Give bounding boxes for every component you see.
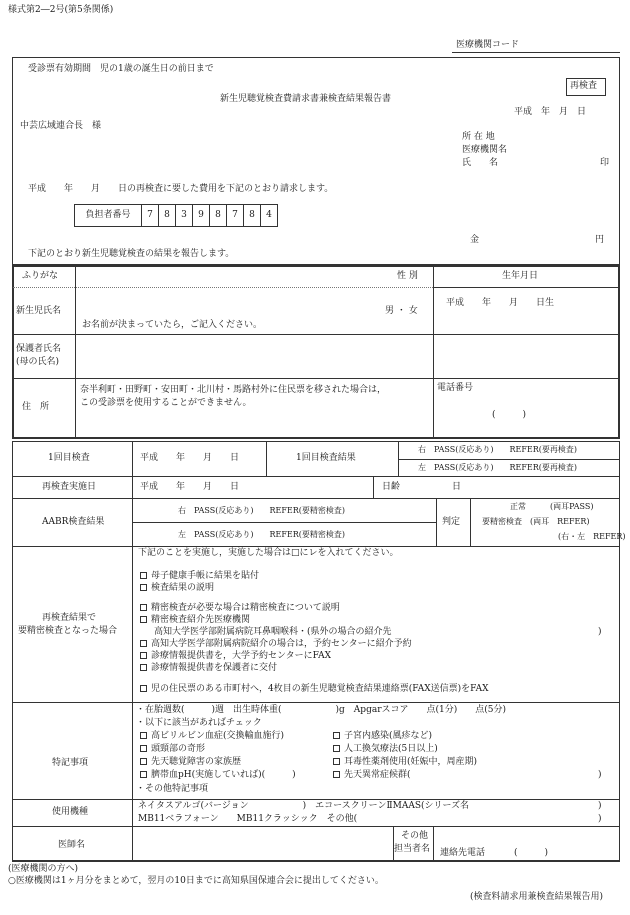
checklist-label: 母子健康手帳に結果を貼付	[151, 571, 260, 581]
checklist-label: 耳毒性薬剤使用(妊娠中，周産期)	[344, 757, 478, 767]
phone-parens[interactable]: ( )	[492, 410, 527, 420]
aabr-right[interactable]: 右 PASS(反応あり) REFER(要精密検査)	[178, 506, 346, 515]
equipment-label: 使用機種	[52, 807, 89, 817]
checklist-item[interactable]	[140, 615, 250, 626]
page-title: 新生児聴覚検査費請求書兼検査結果報告書	[220, 94, 392, 104]
checklist-label: 高ビリルビン血症(交換輸血施行)	[151, 731, 285, 741]
right-column-divider	[433, 266, 434, 438]
furigana-label: ふりがな	[22, 271, 59, 281]
notes-label: 特記事項	[52, 758, 89, 768]
aabr-label: AABR検査結果	[42, 517, 105, 527]
row-divider	[13, 378, 619, 379]
institution-code-line	[452, 52, 620, 53]
row-divider	[12, 546, 620, 547]
cell-divider	[373, 476, 374, 498]
report-text: 下記のとおり新生児聴覚検査の結果を報告します。	[28, 249, 235, 259]
close-paren: )	[598, 814, 602, 824]
checkbox[interactable]	[140, 664, 147, 671]
date-line: 平成 年 月 日	[514, 107, 587, 117]
label-column-divider	[75, 266, 76, 438]
first-result-label: 1回目検査結果	[296, 453, 356, 463]
judgment-normal[interactable]: 正常 (両耳PASS)	[510, 502, 594, 511]
checklist-item[interactable]	[333, 744, 438, 755]
cell-divider	[266, 441, 267, 476]
address-label: 所 在 地	[462, 132, 495, 142]
child-name-label: 新生児氏名	[16, 306, 62, 316]
checklist-item[interactable]	[140, 744, 205, 755]
close-paren: )	[598, 627, 602, 637]
equipment-line[interactable]: MB11ベラフォーン MB11クラッシック その他(	[138, 814, 358, 824]
checklist-item[interactable]	[140, 757, 241, 768]
checklist-label: 頭頸部の奇形	[151, 744, 206, 754]
addressee: 中芸広域連合長 様	[20, 121, 102, 131]
checklist-label: 高知大学医学部附属病院紹介の場合は，予約センターに紹介予約	[151, 639, 412, 649]
checklist-label: 人工換気療法(5日以上)	[344, 744, 438, 754]
checkbox[interactable]	[140, 584, 147, 591]
checkbox[interactable]	[140, 604, 147, 611]
checklist-label: 子宮内感染(風疹など)	[344, 731, 433, 741]
cell-divider	[470, 498, 471, 546]
checklist-label: 精密検査が必要な場合は精密検査について説明	[151, 603, 340, 613]
checklist-item[interactable]	[333, 731, 432, 742]
reexam-date[interactable]: 平成 年 月 日	[140, 482, 240, 492]
child-name-note: お名前が決まっていたら，ご記入ください。	[82, 320, 263, 330]
checklist-label: 先天聴覚障害の家族歴	[151, 757, 242, 767]
notes-line[interactable]: ・在胎週数( )週 出生時体重( )g Apgarスコア 点(1分) 点(5分)	[136, 705, 506, 715]
cell-divider	[132, 522, 436, 523]
checklist-item[interactable]	[140, 731, 284, 742]
amount-unit: 円	[595, 235, 605, 245]
payer-digit: 8	[210, 205, 227, 227]
payer-digit: 4	[261, 205, 278, 227]
close-paren: )	[598, 770, 602, 780]
payer-digit: 9	[193, 205, 210, 227]
checkbox[interactable]	[140, 771, 147, 778]
contact-parens[interactable]: ( )	[514, 848, 549, 858]
checklist-item[interactable]	[140, 603, 340, 614]
address-note: この受診票を使用することができません。	[80, 398, 252, 408]
seal-mark: 印	[600, 158, 610, 168]
checklist-label: 診療情報提供書を，大学予約センターにFAX	[151, 651, 332, 661]
cell-divider	[398, 459, 620, 460]
birth-header-divider	[433, 287, 619, 288]
age-unit: 日	[452, 482, 462, 492]
checkbox[interactable]	[140, 745, 147, 752]
checkbox[interactable]	[333, 771, 340, 778]
contact-label: 連絡先電話	[440, 848, 486, 858]
checklist-item[interactable]	[333, 757, 477, 768]
phone-label: 電話番号	[437, 383, 474, 393]
footer-form-type: (検査料請求用兼検査結果報告用)	[470, 892, 604, 902]
row-divider	[12, 861, 620, 862]
guardian-label: 保護者氏名	[16, 344, 62, 354]
aabr-left[interactable]: 左 PASS(反応あり) REFER(要精密検査)	[178, 530, 346, 539]
guardian-sub-label: (母の氏名)	[16, 357, 60, 367]
checkbox[interactable]	[140, 616, 147, 623]
precise-label: 再検査結果で	[42, 613, 97, 623]
checkbox[interactable]	[140, 572, 147, 579]
checklist-item[interactable]	[333, 770, 411, 781]
checkbox[interactable]	[140, 758, 147, 765]
checkbox[interactable]	[333, 758, 340, 765]
precise-intro: 下記のことを実施し，実施した場合は□にレを入れてください。	[138, 548, 399, 558]
cell-divider	[436, 498, 437, 546]
payer-digit: 3	[176, 205, 193, 227]
row-divider	[12, 799, 620, 800]
address-note: 奈半利町・田野町・安田町・北川村・馬路村外に住民票を移された場合は，	[80, 385, 387, 395]
payer-digit: 8	[244, 205, 261, 227]
other-person-label: その他	[401, 831, 429, 841]
payer-digit: 7	[142, 205, 159, 227]
first-result-right[interactable]: 右 PASS(反応あり) REFER(要再検査)	[418, 445, 578, 454]
checklist-item[interactable]	[140, 583, 214, 594]
close-paren: )	[598, 801, 602, 811]
notes-other[interactable]: ・その他特記事項	[136, 784, 209, 794]
patient-info-box	[12, 265, 620, 439]
checkbox[interactable]	[333, 732, 340, 739]
checkbox[interactable]	[140, 732, 147, 739]
row-divider	[13, 334, 619, 335]
institution-name-label: 医療機関名	[462, 145, 508, 155]
doctor-label: 医師名	[58, 840, 86, 850]
judgment-label: 判定	[442, 517, 461, 527]
checklist-label: 先天異常症候群(	[344, 770, 411, 780]
reexam-date-label: 再検査実施日	[42, 482, 97, 492]
other-person-sub-label: 担当者名	[394, 844, 431, 854]
gender-label: 性 別	[397, 271, 418, 281]
checklist-item[interactable]	[140, 639, 412, 650]
age-label: 日齢	[382, 482, 401, 492]
checklist-item[interactable]	[140, 571, 259, 582]
claim-text: 平成 年 月 日の再検査に要した費用を下記のとおり請求します。	[28, 184, 334, 194]
footer-note: ○医療機関は1ヶ月分をまとめて，翌月の10日までに高知県国保連合会に提出してください。	[8, 876, 384, 886]
claim-box	[12, 57, 620, 265]
form-number: 様式第2―2号(第5条関係)	[8, 5, 114, 15]
gender-options[interactable]: 男 ・ 女	[385, 306, 418, 316]
payer-number-table	[74, 204, 278, 227]
checklist-label: 診療情報提供書を保護者に交付	[151, 663, 278, 673]
first-exam-date[interactable]: 平成 年 月 日	[140, 453, 240, 463]
validity-text: 受診票有効期間 児の1歳の誕生日の前日まで	[28, 64, 214, 74]
notes-line: ・以下に該当があればチェック	[136, 718, 262, 728]
checklist-label: 児の住民票のある市町村へ，4枚目の新生児聴覚検査結果連絡票(FAX送信票)をFAX	[151, 684, 489, 694]
cell-divider	[433, 826, 434, 861]
equipment-line[interactable]: ネイタスアルゴ(バージョン ) エコースクリーンⅡMAAS(シリーズ名	[138, 801, 470, 811]
institution-code-label: 医療機関コード	[456, 40, 520, 50]
furigana-divider	[13, 287, 433, 288]
first-exam-label: 1回目検査	[48, 453, 90, 463]
reexam-stamp: 再検査	[570, 81, 598, 91]
address-row-label: 住 所	[22, 402, 50, 412]
amount-label: 金	[470, 235, 480, 245]
checkbox[interactable]	[333, 745, 340, 752]
checklist-label: 臍帯血pH(実施していれば)( )	[151, 770, 296, 780]
checklist-item[interactable]	[140, 770, 296, 781]
checklist-item[interactable]	[140, 684, 489, 695]
payer-digit: 8	[159, 205, 176, 227]
checklist-label: 精密検査紹介先医療機関	[151, 615, 251, 625]
precise-sub-label: 要精密検査となった場合	[18, 626, 118, 636]
first-result-left[interactable]: 左 PASS(反応あり) REFER(要再検査)	[418, 463, 578, 472]
row-divider	[12, 826, 620, 827]
row-divider	[12, 702, 620, 703]
checkbox[interactable]	[140, 685, 147, 692]
checklist-item[interactable]	[140, 651, 331, 662]
payer-digit: 7	[227, 205, 244, 227]
footer-heading: (医療機関の方へ)	[8, 864, 79, 874]
checklist-label: 検査結果の説明	[151, 583, 215, 593]
judgment-refer-side[interactable]: (右・左 REFER)	[558, 532, 626, 541]
checkbox[interactable]	[140, 652, 147, 659]
payer-label: 負担者番号	[75, 205, 142, 227]
label-column-divider	[132, 441, 133, 861]
name-label: 氏 名	[462, 158, 499, 168]
birthdate-label: 生年月日	[502, 271, 539, 281]
birthdate-value[interactable]: 平成 年 月 日生	[446, 298, 555, 308]
row-divider	[12, 498, 620, 499]
checklist-item[interactable]	[140, 663, 277, 674]
referral-destination: 高知大学医学部附属病院耳鼻咽喉科・(県外の場合の紹介先	[154, 627, 392, 637]
judgment-refer-both[interactable]: 要精密検査 (両耳 REFER)	[482, 517, 590, 526]
checkbox[interactable]	[140, 640, 147, 647]
row-divider	[12, 476, 620, 477]
